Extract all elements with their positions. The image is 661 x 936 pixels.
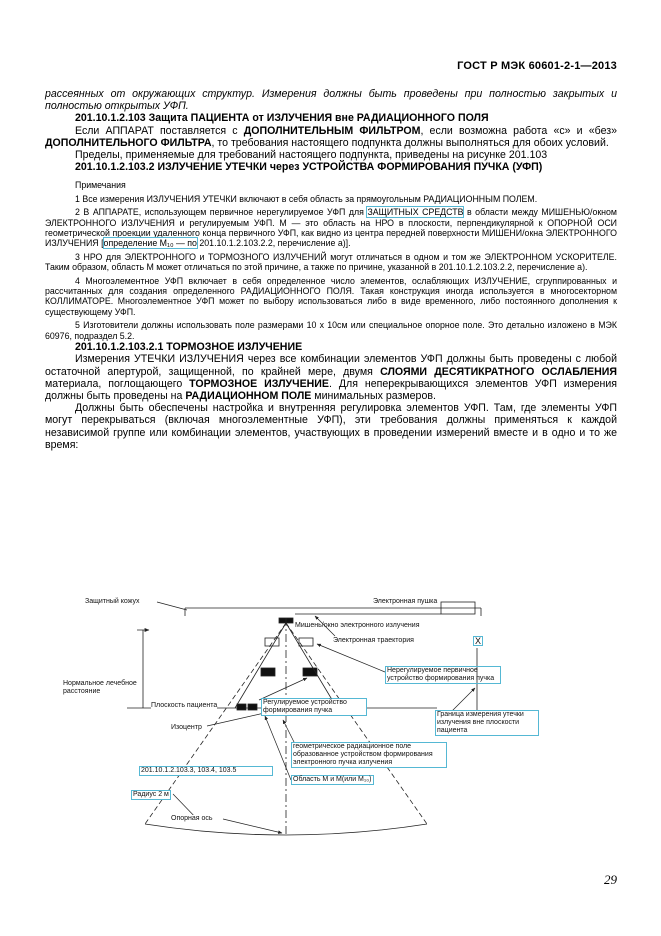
paragraph-filter: Если АППАРАТ поставляется с ДОПОЛНИТЕЛЬНЫМ ФИЛЬТРОМ, если возможна работа «с» и «без» ДОПОЛНИТЕЛЬНОГО ФИЛЬТРА, то требования настоящего подпункта должны выполняться для обоих условий. — [45, 124, 617, 149]
fixed-bfd-jaw-left — [265, 638, 279, 646]
page-number: 29 — [604, 872, 617, 887]
figure-label-electron-gun: Электронная пушка — [373, 598, 438, 605]
figure-label-isocentre: Изоцентр — [171, 724, 202, 731]
clause-heading-103-2-1: 201.10.1.2.103.2.1 ТОРМОЗНОЕ ИЗЛУЧЕНИЕ — [75, 341, 303, 354]
clause-heading-103-2: 201.10.1.2.103.2 ИЗЛУЧЕНИЕ УТЕЧКИ через УСТРОЙСТВА ФОРМИРОВАНИЯ ПУЧКА (УФП) — [75, 161, 543, 174]
notes-section — [45, 180, 617, 341]
figure-label-reference-axis: Опорная ось — [171, 815, 213, 822]
figure-label-protective-housing: Защитный кожух — [85, 598, 140, 605]
figure-label-target-window: Мишень/окно электронного излучения — [295, 622, 420, 629]
paragraph-intro: рассеянных от окружающих структур. Измерения должны быть проведены при полностью закрытых и полностью открытых УФП. — [45, 88, 617, 113]
figure-label-x-marker: X — [475, 636, 482, 646]
paragraph-adjustment: Должны быть обеспечены настройка и внутренняя регулировка элементов УФП. Там, где элементы УФП могут перекрываться (включая многоэлементные УФП), эти требования должны применяться к каждой независимой группе или комбинации элементов, участвующих в проведении измерений вместе и в одно и то же время: — [45, 402, 617, 451]
note-5: 5 Изготовители должны использовать поле размерами 10 х 10см или специальное опорное поле. Это детально изложено в МЭК 60976, подраздел 5.2. — [45, 320, 617, 341]
document-body — [45, 88, 617, 451]
paragraph-limits: Пределы, применяемые для требований настоящего подпункта, приведены на рисунке 201.103 — [75, 149, 548, 162]
doc-number: ГОСТ Р МЭК 60601-2-1—2013 — [457, 60, 617, 72]
figure-201-103 — [45, 592, 617, 850]
figure-label-normal-treatment-distance: Нормальное лечебное расстояние — [63, 680, 137, 695]
figure-label-fixed-bfd: Нерегулируемое первичное устройство формирования пучка — [385, 666, 501, 684]
clause-heading-103: 201.10.1.2.103 Защита ПАЦИЕНТА от ИЗЛУЧЕНИЯ вне РАДИАЦИОННОГО ПОЛЯ — [75, 112, 489, 125]
figure-label-radius-2m: Радиус 2 м — [133, 791, 169, 798]
notes-title: Примечания — [75, 180, 126, 191]
note-3: 3 НРО для ЭЛЕКТРОННОГО и ТОРМОЗНОГО ИЗЛУЧЕНИЙ могут отличаться в одном и том же ЭЛЕКТРОННОМ УСКОРИТЕЛЕ. Таким образом, область М может отличаться по этой причине, а также по причине, указанной в 201.10.1.2.103.2.2, перечисление а). — [45, 251, 617, 273]
adjustable-bfd-jaw-right — [303, 668, 317, 676]
figure-label-region-m: Область М и М(или М₁₀) — [293, 776, 372, 783]
figure-label-geometric-field: геометрическое радиационное поле образованное устройством формирования электронного пучка излучения — [291, 742, 447, 768]
paragraph-bremsstrahlung: Измерения УТЕЧКИ ИЗЛУЧЕНИЯ через все комбинации элементов УФП должны быть проведены с любой остаточной апертурой, защищенной, по крайней мере, двумя СЛОЯМИ ДЕСЯТИКРАТНОГО ОСЛАБЛЕНИЯ материала, поглощающего ТОРМОЗНОЕ ИЗЛУЧЕНИЕ. Для неперекрывающихся элементов УФП измерения должны быть проведены на РАДИАЦИОННОМ ПОЛЕ минимальных размеров. — [45, 353, 618, 402]
figure-label-leakage-boundary: Граница измерения утечки излучения вне плоскости пациента — [435, 710, 539, 736]
figure-label-electron-trajectory: Электронная траектория — [333, 637, 414, 644]
figure-label-adjustable-bfd: Регулируемое устройство формирования пучка — [261, 698, 367, 716]
document-header — [45, 60, 617, 72]
adjustable-bfd-jaw-left — [261, 668, 275, 676]
housing-outline — [185, 608, 481, 616]
note-1: 1 Все измерения ИЗЛУЧЕНИЯ УТЕЧКИ включают в себя область за прямоугольным РАДИАЦИОННЫМ ПОЛЕМ. — [75, 193, 538, 204]
note-2: 2 В АППАРАТЕ, использующем первичное нерегулируемое УФП для ЗАЩИТНЫХ СРЕДСТВ в области между МИШЕНЬЮ/окном ЭЛЕКТРОННОГО ИЗЛУЧЕНИЯ и регулируемым УФП. М — это область на НРО в плоскости, перпендикулярной к ОПОРНОЙ ОСИ геометрической проекции удаленного конца первичного УФП, как видно из центра передней поверхности МИШЕНИ/окна ЭЛЕКТРОННОГО ИЗЛУЧЕНИЯ [определение М₁₀ — по 201.10.1.2.103.2.2, перечисление а)]. — [45, 207, 617, 249]
note-4: 4 Многоэлементное УФП включает в себя определенное число элементов, ослабляющих ИЗЛУЧЕНИЕ, сгруппированных и рассчитанных для создания определенного РАДИАЦИОННОГО ПОЛЯ. Такая конструкция иногда используется в многосекторном КОЛЛИМАТОРЕ. Многоэлементное УФП может по выбору использоваться либо в виде временного, либо постоянного дополнения к существующему УФП. — [45, 275, 617, 317]
page-footer — [45, 872, 617, 888]
ntd-dimension-line — [137, 630, 149, 708]
figure-label-clause-refs: 201.10.1.2.103.3, 103.4, 103.5 — [139, 766, 273, 776]
adjustable-bfd-legend-swatch-2 — [248, 704, 257, 710]
figure-label-patient-plane: Плоскость пациента — [151, 702, 218, 709]
adjustable-bfd-legend-swatch-1 — [237, 704, 246, 710]
